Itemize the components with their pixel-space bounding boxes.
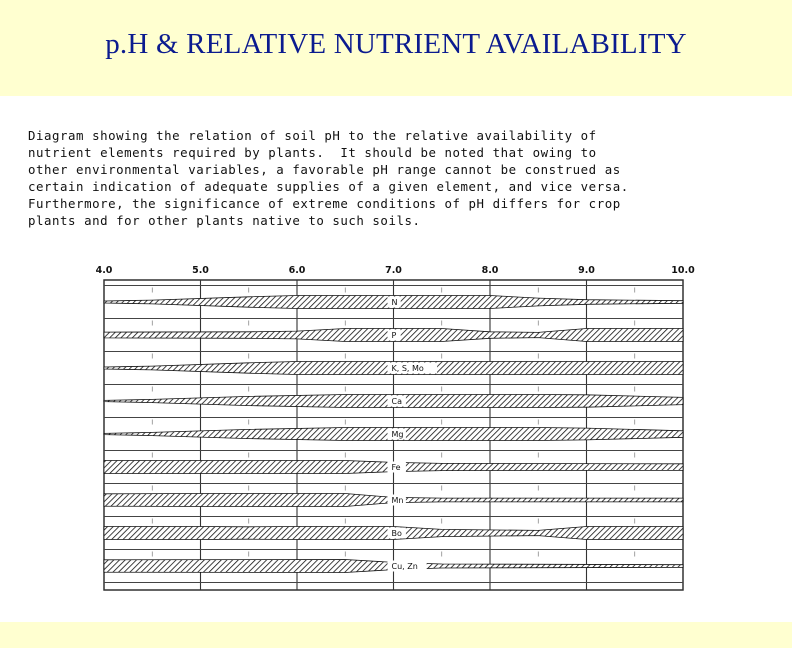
band-label: Mg <box>391 430 404 439</box>
ph-tick-label: 4.0 <box>95 265 113 276</box>
band-label: Mn <box>391 496 404 505</box>
caption-line-5: Furthermore, the significance of extreme conditions of pH differs for crop <box>28 196 621 211</box>
band-label: Cu, Zn <box>391 562 418 571</box>
caption-line-6: plants and for other plants native to such soils. <box>28 213 421 228</box>
ph-tick-label: 7.0 <box>385 265 402 276</box>
caption-line-2: nutrient elements required by plants. It should be noted that owing to <box>28 145 597 160</box>
ph-tick-label: 10.0 <box>671 265 695 276</box>
ph-tick-labels <box>96 265 696 276</box>
page-title: p.H & RELATIVE NUTRIENT AVAILABILITY <box>105 28 687 60</box>
ph-tick-label: 9.0 <box>578 265 595 276</box>
band-label: P <box>391 331 397 340</box>
ph-tick-label: 6.0 <box>288 265 306 276</box>
caption-line-1: Diagram showing the relation of soil pH to the relative availability of <box>28 128 597 143</box>
band-label: Fe <box>391 463 401 472</box>
caption-line-4: certain indication of adequate supplies of a given element, and vice versa. <box>28 179 629 194</box>
band-label: K, S, Mo <box>391 364 424 373</box>
caption-line-3: other environmental variables, a favorable pH range cannot be construed as <box>28 162 621 177</box>
band-label: N <box>391 298 398 307</box>
ph-tick-label: 8.0 <box>481 265 499 276</box>
ph-tick-label: 5.0 <box>192 265 209 276</box>
band-label: Ca <box>391 397 402 406</box>
nutrient-bands <box>104 296 683 573</box>
band-label: Bo <box>391 529 402 538</box>
